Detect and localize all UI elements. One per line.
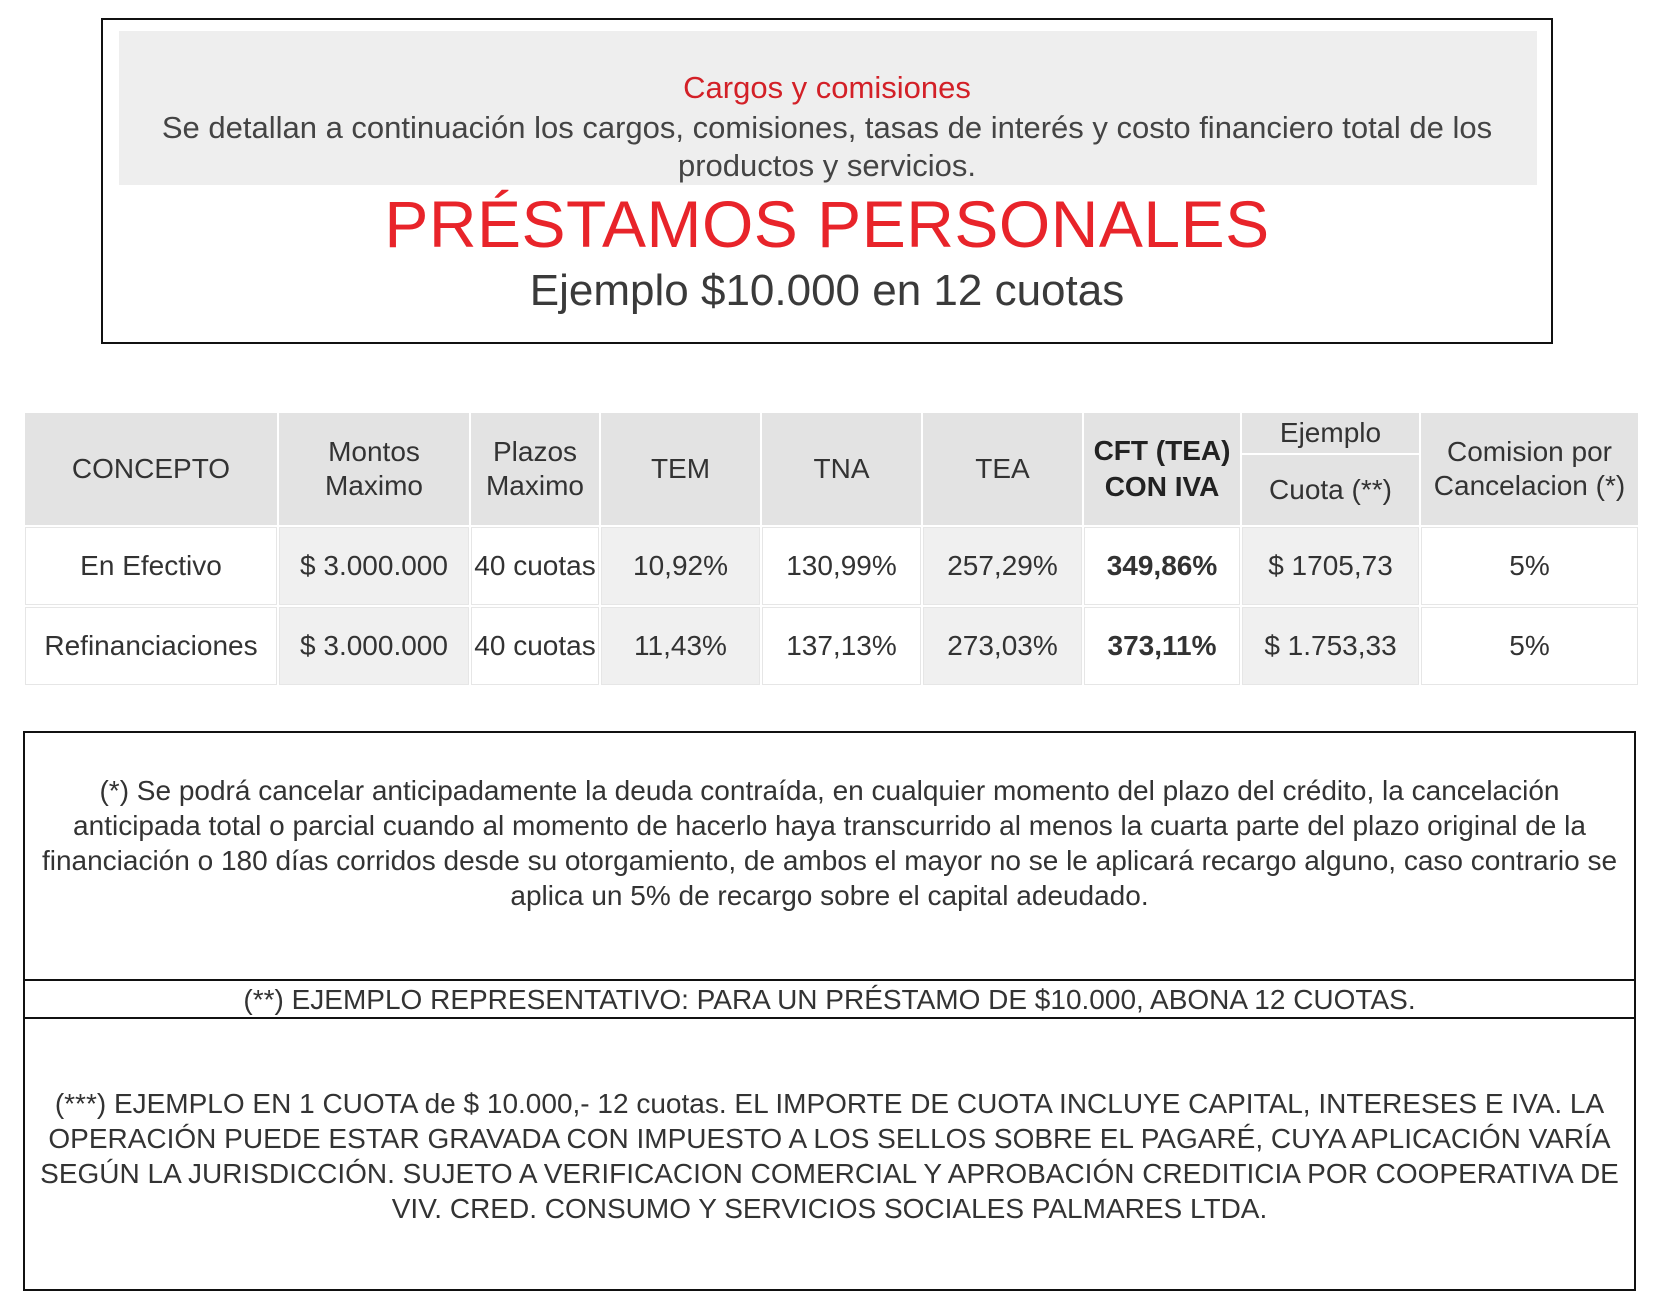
header-montos: Montos Maximo [279,413,469,525]
cell-tea: 257,29% [923,527,1082,605]
cell-comision: 5% [1421,607,1638,685]
table-header-row [25,413,1638,525]
cell-cft: 349,86% [1084,527,1240,605]
cell-tem: 10,92% [601,527,760,605]
header-concepto: CONCEPTO [25,413,277,525]
note-representative-example: (**) EJEMPLO REPRESENTATIVO: PARA UN PRÉSTAMO DE $10.000, ABONA 12 CUOTAS. [243,984,1416,1015]
page-subtitle: Ejemplo $10.000 en 12 cuotas [529,266,1125,315]
notes-divider-bottom [25,1017,1634,1019]
header-ejemplo-top: Ejemplo [1279,417,1382,448]
header-box [101,18,1553,344]
header-title: Cargos y comisiones [683,70,971,105]
rates-table [23,411,1640,687]
cell-tna: 137,13% [762,607,921,685]
header-plazos: Plazos Maximo [471,413,599,525]
cell-plazos: 40 cuotas [471,607,599,685]
header-description: Se detallan a continuación los cargos, comisiones, tasas de interés y costo financiero total de los productos y servicios. [161,110,1493,183]
notes-box [23,731,1636,1291]
header-tea: TEA [923,413,1082,525]
cell-cuota: $ 1.753,33 [1242,607,1419,685]
notes-divider-top [25,979,1634,981]
header-ejemplo-bottom: Cuota (**) [1269,474,1392,505]
header-tem: TEM [601,413,760,525]
header-comision: Comision por Cancelacion (*) [1421,413,1638,525]
header-tna: TNA [762,413,921,525]
cell-cft: 373,11% [1084,607,1240,685]
page-title: PRÉSTAMOS PERSONALES [384,187,1270,261]
cell-montos: $ 3.000.000 [279,607,469,685]
header-cft: CFT (TEA) CON IVA [1084,413,1240,525]
cell-cuota: $ 1705,73 [1242,527,1419,605]
cell-tea: 273,03% [923,607,1082,685]
table-row [25,527,1638,605]
note-early-cancellation: (*) Se podrá cancelar anticipadamente la deuda contraída, en cualquier momento del plazo del crédito, la cancelación anticipada total o parcial cuando al momento de hacerlo haya transcurrido al menos la cuarta parte del plazo original de la financiación o 180 días corridos desde su otorgamiento, de ambos el mayor no se le aplicará recargo alguno, caso contrario se aplica un 5% de recargo sobre el capital adeudado. [41,775,1618,911]
cell-tna: 130,99% [762,527,921,605]
cell-comision: 5% [1421,527,1638,605]
cell-tem: 11,43% [601,607,760,685]
table-row [25,607,1638,685]
cell-concepto: En Efectivo [25,527,277,605]
cell-plazos: 40 cuotas [471,527,599,605]
cell-concepto: Refinanciaciones [25,607,277,685]
note-disclaimer: (***) EJEMPLO EN 1 CUOTA de $ 10.000,- 12 cuotas. EL IMPORTE DE CUOTA INCLUYE CAPITAL, INTERESES E IVA. LA OPERACIÓN PUEDE ESTAR GRAVADA CON IMPUESTO A LOS SELLOS SOBRE EL PAGARÉ, CUYA APLICACIÓN VARÍA SEGÚN LA JURISDICCIÓN. SUJETO A VERIFICACION COMERCIAL Y APROBACIÓN CREDITICIA POR COOPERATIVA DE VIV. CRED. CONSUMO Y SERVICIOS SOCIALES PALMARES LTDA. [40,1088,1619,1224]
header-ejemplo [1242,413,1419,525]
cell-montos: $ 3.000.000 [279,527,469,605]
